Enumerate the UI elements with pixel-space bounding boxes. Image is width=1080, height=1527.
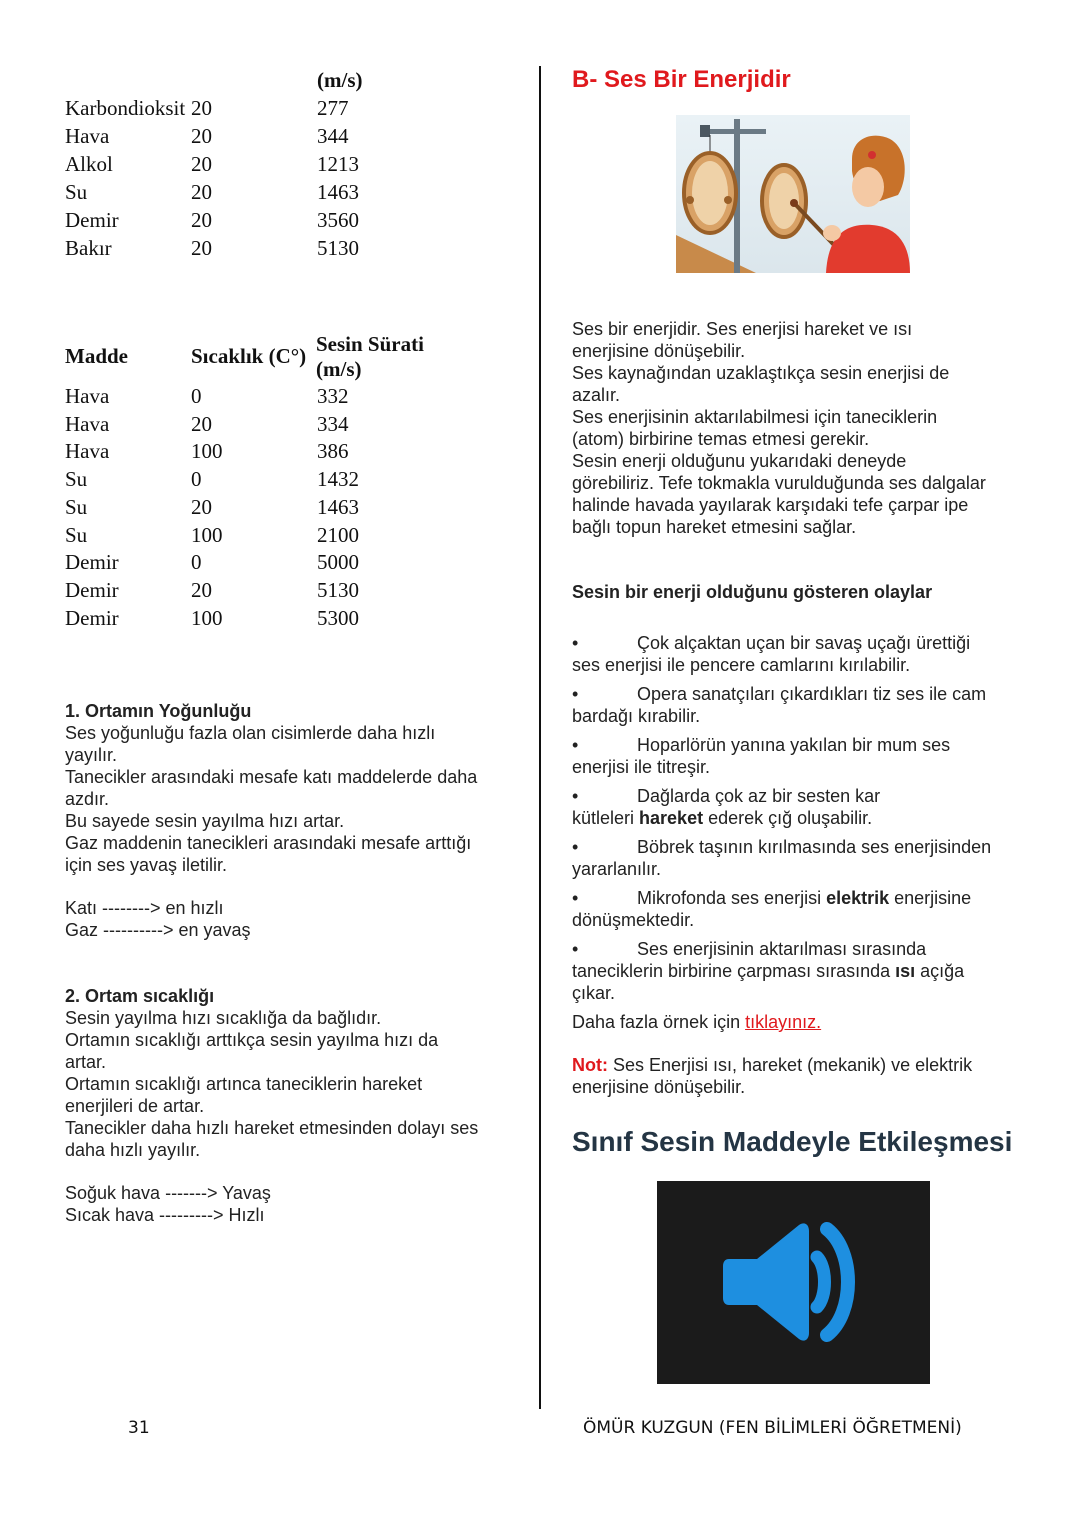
energy-heading: B- Ses Bir Enerjidir — [572, 66, 791, 93]
table-cell-madde: Hava — [65, 124, 110, 148]
section2-compare: Soğuk hava -------> Yavaş Sıcak hava ---------> Hızlı — [65, 1183, 271, 1225]
table2-header-madde: Madde — [65, 344, 128, 368]
table-cell-madde: Demir — [65, 605, 119, 630]
table-cell-sicaklik: 20 — [191, 96, 212, 120]
table-cell-surat: 5130 — [317, 577, 359, 602]
list-item: • Dağlarda çok az bir sesten kar kütleleri hareket ederek çığ oluşabilir. — [572, 786, 881, 828]
table-cell-surat: 2100 — [317, 522, 359, 547]
table2-header-sicaklik: Sıcaklık (C°) — [191, 344, 307, 368]
table-cell-surat: 1432 — [317, 467, 359, 492]
table-cell-madde: Su — [65, 522, 88, 547]
table-cell-sicaklik: 20 — [191, 208, 212, 232]
table-cell-madde: Su — [65, 467, 88, 492]
note: Not: Ses Enerjisi ısı, hareket (mekanik) ve elektrik enerjisine dönüşebilir. — [572, 1055, 973, 1097]
table-cell-surat: 1463 — [317, 180, 359, 204]
table-cell-surat: 5300 — [317, 605, 359, 630]
energy-intro: Ses bir enerjidir. Ses enerjisi hareket ve ısı enerjisine dönüşebilir. Ses kaynağından uzaklaştıkça sesin enerjisi de azalır. Ses enerjisinin aktarılabilmesi için taneciklerin (atom) birbirine temas etmesi gerekir. Sesin enerji olduğunu yukarıdaki deneyde görebiliriz. Tefe tokmakla vurulduğunda ses dalgalar halinde havada yayılarak karşıdaki tefe çarpar ipe bağlı topun hareket etmesini sağlar. — [572, 319, 986, 537]
interaction-heading: Sınıf Sesin Maddeyle Etkileşmesi — [572, 1126, 1013, 1157]
more-examples: Daha fazla örnek için tıklayınız. — [572, 1012, 822, 1032]
tambourine-illustration — [676, 115, 910, 273]
table-cell-sicaklik: 20 — [191, 152, 212, 176]
table2-header-unit: (m/s) — [316, 357, 362, 381]
table-cell-madde: Alkol — [65, 152, 113, 176]
table-cell-surat: 332 — [317, 384, 349, 408]
bullet-icon: • — [572, 684, 579, 704]
section2-body: Sesin yayılma hızı sıcaklığa da bağlıdır. Ortamın sıcaklığı arttıkça sesin yayılma hızı da artar. Ortamın sıcaklığı artınca taneciklerin hareket enerjileri de artar. Tanecikler daha hızlı hareket etmesinden dolayı ses daha hızlı yayılır. — [65, 1008, 479, 1160]
bullet-icon: • — [572, 837, 579, 857]
bullet-icon: • — [572, 786, 579, 806]
bullet-icon: • — [572, 888, 579, 908]
table-cell-madde: Karbondioksit — [65, 96, 186, 120]
table-cell-sicaklik: 0 — [191, 550, 202, 575]
table-cell-madde: Su — [65, 494, 88, 519]
table-cell-madde: Bakır — [65, 236, 112, 260]
table-cell-surat: 5130 — [317, 236, 359, 260]
table2-header-surat: Sesin Sürati — [316, 332, 424, 356]
author-footer: ÖMÜR KUZGUN (FEN BİLİMLERİ ÖĞRETMENİ) — [583, 1418, 962, 1438]
list-item: • Opera sanatçıları çıkardıkları tiz ses ile cam bardağı kırabilir. — [572, 684, 987, 726]
table-cell-surat: 1213 — [317, 152, 359, 176]
bullet-icon: • — [572, 939, 579, 959]
table-cell-sicaklik: 0 — [191, 467, 202, 492]
table-cell-sicaklik: 0 — [191, 384, 202, 408]
table-cell-surat: 344 — [317, 124, 349, 148]
table-cell-surat: 3560 — [317, 208, 359, 232]
table-cell-sicaklik: 100 — [191, 522, 223, 547]
more-examples-link[interactable]: tıklayınız. — [745, 1012, 822, 1032]
table-cell-surat: 334 — [317, 411, 349, 436]
note-label: Not: — [572, 1055, 608, 1075]
table-cell-madde: Hava — [65, 439, 110, 464]
speaker-image — [657, 1181, 930, 1384]
table-cell-sicaklik: 20 — [191, 180, 212, 204]
table-cell-madde: Su — [65, 180, 88, 204]
table-cell-surat: 386 — [317, 439, 349, 464]
table-cell-sicaklik: 100 — [191, 439, 223, 464]
section1-title: 1. Ortamın Yoğunluğu — [65, 701, 252, 721]
list-item: • Hoparlörün yanına yakılan bir mum ses enerjisi ile titreşir. — [572, 735, 951, 777]
table1-unit-header: (m/s) — [317, 68, 363, 92]
table-cell-sicaklik: 20 — [191, 494, 212, 519]
table-cell-madde: Hava — [65, 384, 110, 408]
table-cell-madde: Hava — [65, 411, 110, 436]
list-item: • Böbrek taşının kırılmasında ses enerjisinden yararlanılır. — [572, 837, 992, 879]
speaker-icon — [657, 1181, 930, 1384]
table-cell-madde: Demir — [65, 208, 119, 232]
table-cell-madde: Demir — [65, 577, 119, 602]
list-item: • Ses enerjisinin aktarılması sırasında taneciklerin birbirine çarpması sırasında ısı açığa çıkar. — [572, 939, 965, 1003]
list-item: • Çok alçaktan uçan bir savaş uçağı ürettiği ses enerjisi ile pencere camlarını kırılabilir. — [572, 633, 971, 675]
table-cell-sicaklik: 100 — [191, 605, 223, 630]
bullet-icon: • — [572, 735, 579, 755]
column-divider — [539, 66, 541, 1409]
table-cell-sicaklik: 20 — [191, 236, 212, 260]
section2-title: 2. Ortam sıcaklığı — [65, 986, 215, 1006]
list-item: • Mikrofonda ses enerjisi elektrik enerjisine dönüşmektedir. — [572, 888, 972, 930]
table-cell-sicaklik: 20 — [191, 124, 212, 148]
events-title: Sesin bir enerji olduğunu gösteren olaylar — [572, 582, 933, 602]
section1-body: Ses yoğunluğu fazla olan cisimlerde daha hızlı yayılır. Tanecikler arasındaki mesafe katı maddelerde daha azdır. Bu sayede sesin yayılma hızı artar. Gaz maddenin tanecikleri arasındaki mesafe arttığı için ses yavaş iletilir. — [65, 723, 478, 875]
bullet-icon: • — [572, 633, 579, 653]
page-number: 31 — [128, 1418, 150, 1438]
table-cell-surat: 1463 — [317, 494, 359, 519]
table-cell-madde: Demir — [65, 550, 119, 575]
section1-compare: Katı --------> en hızlı Gaz ----------> en yavaş — [65, 898, 251, 940]
table-cell-surat: 277 — [317, 96, 349, 120]
table-cell-sicaklik: 20 — [191, 411, 212, 436]
table-cell-surat: 5000 — [317, 550, 359, 575]
table-cell-sicaklik: 20 — [191, 577, 212, 602]
